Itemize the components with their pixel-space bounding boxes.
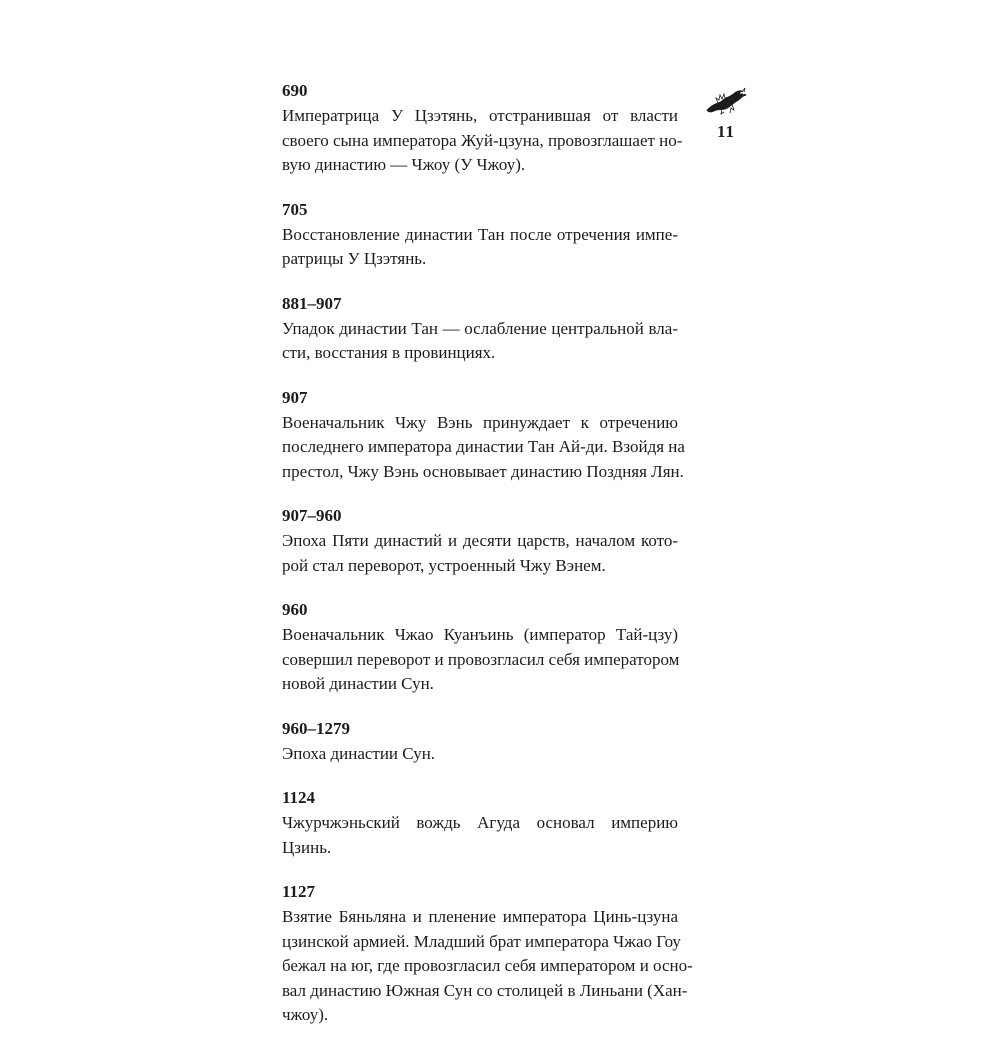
chronology-entry [282,716,678,767]
text-line: Чжурчжэньский вождь Агуда основал империю [282,813,678,832]
text-line: Военачальник Чжао Куанъинь (император Тай-цзу) [282,625,678,644]
text-line: Императрица У Цзэтянь, отстранившая от власти [282,106,678,125]
text-line: чжоу). [282,1005,329,1024]
chronology-entry [282,503,678,578]
entry-year: 705 [282,199,308,219]
text-line: совершил переворот и провозгласил себя императором [282,649,680,669]
chronology-entry [282,197,678,272]
entry-text [282,529,678,578]
text-line: вал династию Южная Сун со столицей в Линьани (Хан- [282,980,688,1000]
chronology-page [282,78,693,1047]
chronology-entry [282,291,678,366]
text-line: новой династии Сун. [282,674,434,693]
chronology-entry [282,78,683,178]
dragon-icon [704,86,748,116]
text-line: Взятие Бяньляна и пленение императора Цинь-цзуна [282,907,678,926]
page-margin [696,86,756,142]
entry-text [282,905,693,1028]
entry-year: 960 [282,600,308,619]
text-line: Эпоха династии Сун. [282,743,436,763]
text-line: бежал на юг, где провозгласил себя императором и осно- [282,956,693,975]
text-line: последнего императора династии Тан Ай-ди. Взойдя на [282,437,685,456]
entry-year: 1124 [282,788,316,807]
text-line: сти, восстания в провинциях. [282,343,496,362]
entry-text [282,811,678,860]
text-line: Упадок династии Тан — ослабление центральной вла- [282,318,678,338]
entry-text [282,411,685,485]
text-line: рой стал переворот, устроенный Чжу Вэнем. [282,555,606,575]
entry-year: 1127 [282,882,316,901]
chronology-entry [282,385,685,485]
entry-year: 960–1279 [282,718,350,738]
text-line: Эпоха Пяти династий и десяти царств, началом кото- [282,531,678,550]
text-line: престол, Чжу Вэнь основывает династию Поздняя Лян. [282,461,684,481]
chronology-entry [282,597,678,697]
entry-year: 690 [282,81,308,100]
entry-year: 907 [282,387,308,407]
entry-text [282,317,678,366]
chronology-entry [282,879,693,1028]
text-line: Восстановление династии Тан после отречения импе- [282,224,678,244]
text-line: Цзинь. [282,837,332,857]
entry-year: 907–960 [282,506,342,525]
chronology-entry [282,785,678,860]
entry-text [282,223,678,272]
entry-text [282,104,683,178]
entry-text [282,623,678,697]
page-number: 11 [716,122,736,141]
text-line: своего сына императора Жуй-цзуна, провозглашает но- [282,130,683,150]
text-line: вую династию — Чжоу (У Чжоу). [282,155,526,174]
text-line: Военачальник Чжу Вэнь принуждает к отречению [282,412,678,432]
entry-year: 881–907 [282,293,342,313]
text-line: ратрицы У Цзэтянь. [282,249,427,268]
entry-text [282,742,678,767]
text-line: цзинской армией. Младший брат императора Чжао Гоу [282,931,681,951]
